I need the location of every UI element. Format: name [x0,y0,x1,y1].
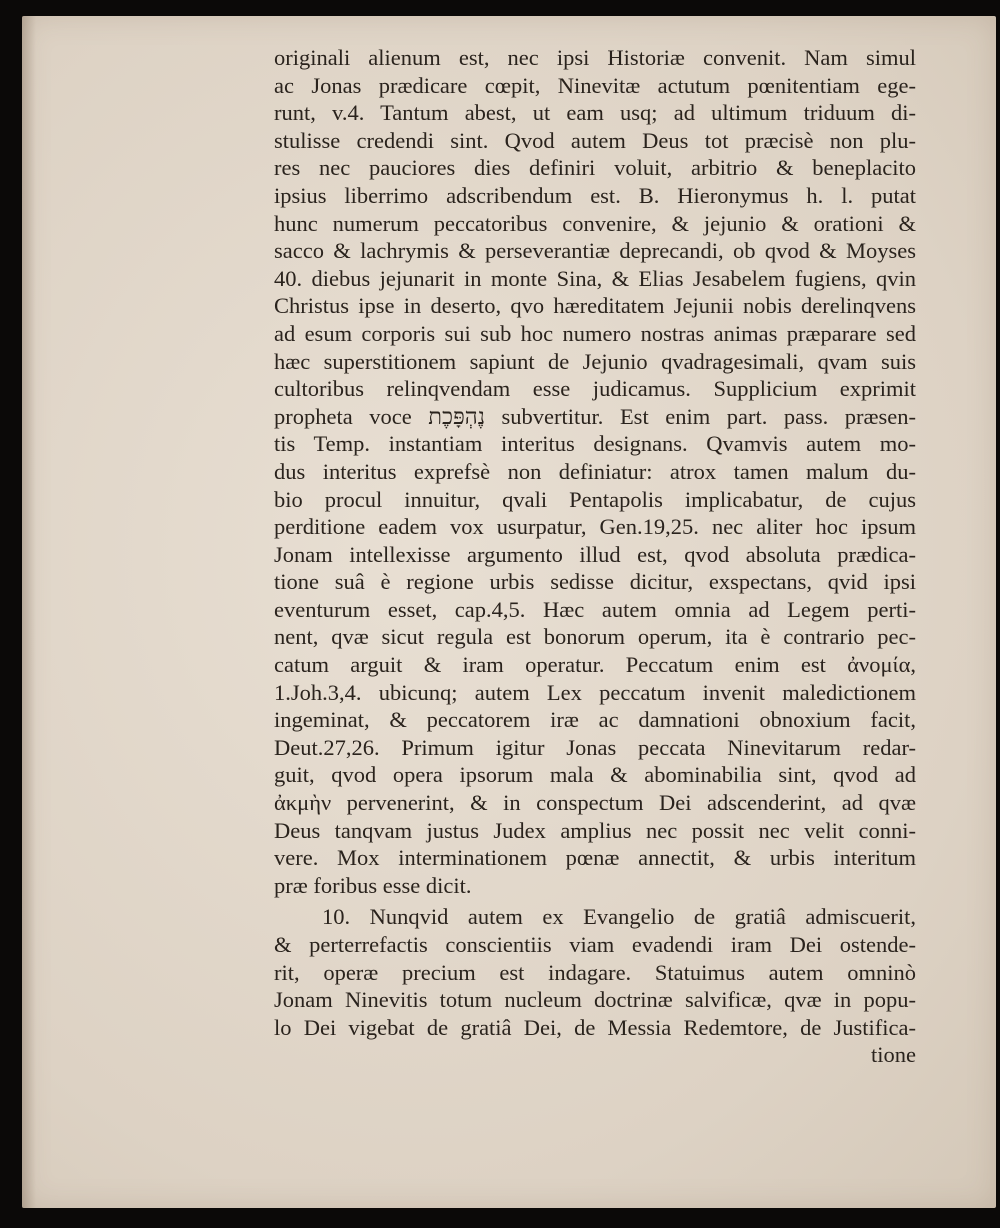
text-line: tione suâ è regione urbis sedisse dicitur, exspectans, qvid ipsi [274,569,916,595]
text-line: 1.Joh.3,4. ubicunq; autem Lex peccatum invenit maledictionem [274,679,916,705]
text-line: 40. diebus jejunarit in monte Sina, & Elias Jesabelem fugiens, qvin [274,265,916,291]
text-line: & perterrefactis conscientiis viam evadendi iram Dei ostende- [274,932,916,957]
text-line: hunc numerum peccatoribus convenire, & jejunio & orationi & [274,210,916,236]
text-line: perditione eadem vox usurpatur, Gen.19,25. nec aliter hoc ipsum [274,514,916,540]
text-line: originali alienum est, nec ipsi Historiæ convenit. Nam simul [274,45,916,70]
text-line: propheta voce נֶהְפָּכֶת subvertitur. Est enim part. pass. præsen- [274,403,916,429]
text-line: bio procul innuitur, qvali Pentapolis implicabatur, de cujus [274,486,916,512]
text-line: nent, qvæ sicut regula est bonorum operum, ita è contrario pec- [274,624,916,650]
text-line: Deut.27,26. Primum igitur Jonas peccata Ninevitarum redar- [274,734,916,760]
text-line: Christus ipse in deserto, qvo hæreditatem Jejunii nobis derelinqvens [274,293,916,319]
text-line: sacco & lachrymis & perseverantiæ deprecandi, ob qvod & Moyses [274,238,916,264]
text-line: Deus tanqvam justus Judex amplius nec possit nec velit conni- [274,817,916,843]
text-line: vere. Mox interminationem pœnæ annectit, & urbis interitum [274,845,916,871]
text-line: ac Jonas prædicare cœpit, Ninevitæ actutum pœnitentiam ege- [274,72,916,98]
text-line: eventurum esset, cap.4,5. Hæc autem omnia ad Legem perti- [274,596,916,622]
text-line: tis Temp. instantiam interitus designans. Qvamvis autem mo- [274,431,916,457]
text-line: cultoribus relinqvendam esse judicamus. Supplicium exprimit [274,376,916,402]
text-line: rit, operæ precium est indagare. Statuimus autem omninò [274,959,916,985]
text-line: dus interitus exprefsè non definiatur: atrox tamen malum du- [274,458,916,484]
text-line: lo Dei vigebat de gratiâ Dei, de Messia Redemtore, de Justifica- [274,1014,916,1040]
text-line: runt, v.4. Tantum abest, ut eam usq; ad ultimum triduum di- [274,100,916,126]
text-line: catum arguit & iram operatur. Peccatum enim est ἀνομία, [274,652,916,678]
text-line: ἀκμὴν pervenerint, & in conspectum Dei adscenderint, ad qvæ [274,790,916,816]
catchword: tione [871,1042,916,1068]
text-line: stulisse credendi sint. Qvod autem Deus tot præcisè non plu- [274,127,916,153]
paragraph-start-line: 10. Nunqvid autem ex Evangelio de gratiâ admiscuerit, [322,904,916,930]
text-line: Jonam Ninevitis totum nucleum doctrinæ salvificæ, qvæ in popu- [274,987,916,1013]
text-line: res nec pauciores dies definiri voluit, arbitrio & beneplacito [274,155,916,181]
text-line: præ foribus esse dicit. [274,872,472,898]
text-line: guit, qvod opera ipsorum mala & abominabilia sint, qvod ad [274,762,916,788]
text-line: Jonam intellexisse argumento illud est, qvod absoluta prædica- [274,541,916,567]
text-line: ad esum corporis sui sub hoc numero nostras animas præparare sed [274,320,916,346]
text-line: ipsius liberrimo adscribendum est. B. Hieronymus h. l. putat [274,182,916,208]
text-line: ingeminat, & peccatorem iræ ac damnationi obnoxium facit, [274,707,916,733]
body-text [274,44,916,1069]
text-line: hæc superstitionem sapiunt de Jejunio qvadragesimali, qvam suis [274,348,916,374]
